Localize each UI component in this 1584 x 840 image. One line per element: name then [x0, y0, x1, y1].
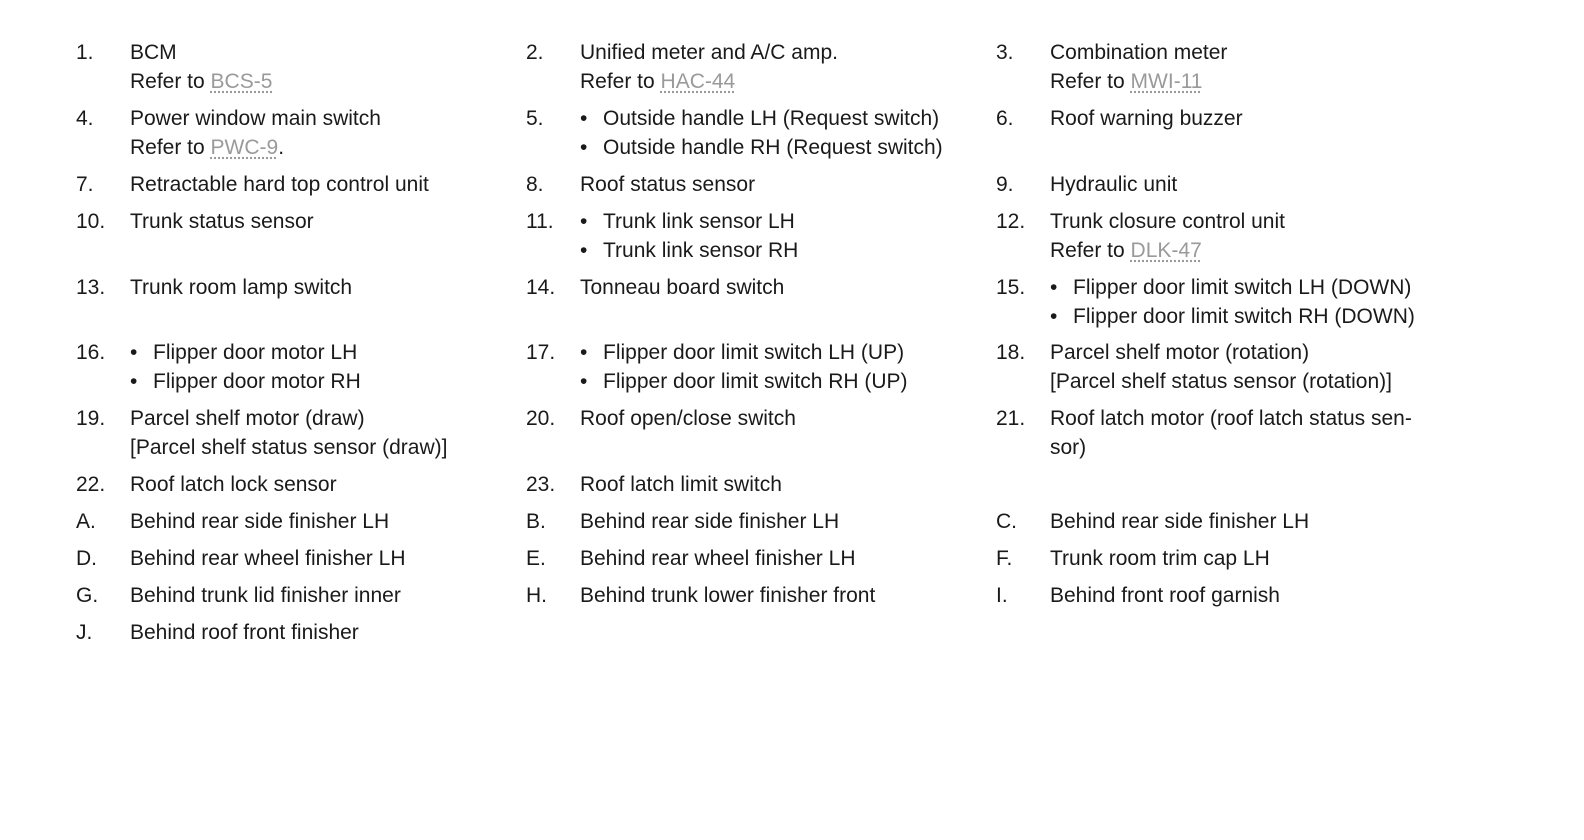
item-description [130, 581, 401, 610]
legend-row [76, 544, 1476, 581]
item-number: 15. [996, 276, 1026, 299]
description-line [130, 38, 272, 67]
legend-item [76, 507, 526, 536]
item-number: 10. [76, 210, 106, 233]
item-number: 21. [996, 407, 1026, 430]
refer-to-text: Refer to [130, 70, 211, 93]
legend-item [76, 618, 526, 647]
item-number: 9. [996, 173, 1014, 196]
legend-item [996, 207, 1476, 265]
refer-to-text: Refer to [1050, 239, 1131, 262]
item-number: 20. [526, 407, 556, 430]
description-line [580, 404, 796, 433]
description-line [1050, 38, 1227, 67]
bullet-item [130, 367, 361, 396]
refer-to-text: Refer to [130, 136, 211, 159]
item-number: 7. [76, 173, 94, 196]
legend-item [996, 338, 1476, 396]
description-text: Roof latch motor (roof latch status sen- [1050, 407, 1412, 430]
description-line [1050, 581, 1280, 610]
reference-link[interactable]: BCS-5 [210, 70, 273, 93]
description-line [580, 67, 838, 96]
bullet-text: Outside handle RH (Request switch) [603, 136, 943, 159]
description-line [1050, 67, 1227, 96]
item-number: E. [526, 547, 546, 570]
legend-item [526, 470, 996, 499]
legend-row [76, 38, 1476, 104]
description-line [1050, 433, 1412, 462]
refer-to-text: Refer to [1050, 70, 1131, 93]
description-line [580, 470, 782, 499]
refer-to-text: Refer to [580, 70, 661, 93]
bullet-item [580, 207, 798, 236]
item-description [1050, 273, 1415, 331]
item-number: 6. [996, 107, 1014, 130]
item-number: 4. [76, 107, 94, 130]
item-description [1050, 544, 1270, 573]
item-number: 18. [996, 341, 1026, 364]
bullet-icon: • [580, 341, 588, 364]
item-description [130, 273, 352, 302]
description-text: Behind trunk lid finisher inner [130, 584, 401, 607]
item-description [130, 38, 272, 96]
item-number: 16. [76, 341, 106, 364]
item-description [130, 404, 447, 462]
item-description [130, 207, 314, 236]
legend-row [76, 618, 1476, 655]
description-line [130, 273, 352, 302]
item-number: 23. [526, 473, 556, 496]
legend-item [996, 38, 1476, 96]
description-line [580, 507, 839, 536]
bullet-item [130, 338, 361, 367]
legend-item [526, 507, 996, 536]
bullet-text: Trunk link sensor LH [603, 210, 795, 233]
item-description [580, 273, 784, 302]
description-line [1050, 404, 1412, 433]
description-text: Hydraulic unit [1050, 173, 1178, 196]
description-text: Behind trunk lower finisher front [580, 584, 876, 607]
legend-row [76, 273, 1476, 338]
item-number: 3. [996, 41, 1014, 64]
reference-link[interactable]: DLK-47 [1130, 239, 1202, 262]
description-text: Roof open/close switch [580, 407, 796, 430]
description-line [130, 104, 381, 133]
description-text: Unified meter and A/C amp. [580, 41, 838, 64]
bullet-item [580, 104, 943, 133]
description-text: Tonneau board switch [580, 276, 785, 299]
description-text: BCM [130, 41, 177, 64]
legend-item [526, 273, 996, 302]
item-description [580, 38, 838, 96]
legend-item [526, 207, 996, 265]
legend-row [76, 404, 1476, 470]
item-description [580, 207, 798, 265]
legend-item [526, 104, 996, 162]
item-number: 14. [526, 276, 556, 299]
description-line [580, 38, 838, 67]
item-description [130, 170, 429, 199]
description-text: Retractable hard top control unit [130, 173, 429, 196]
description-line [580, 544, 855, 573]
legend-row [76, 207, 1476, 273]
description-text: Parcel shelf motor (rotation) [1050, 341, 1310, 364]
description-line [130, 67, 272, 96]
item-number: 2. [526, 41, 544, 64]
description-line [130, 133, 381, 162]
item-number: 8. [526, 173, 544, 196]
bullet-item [580, 133, 943, 162]
item-number: 5. [526, 107, 544, 130]
legend-item [526, 170, 996, 199]
reference-link[interactable]: PWC-9 [210, 136, 279, 159]
bullet-text: Flipper door limit switch LH (DOWN) [1073, 276, 1412, 299]
item-description [130, 618, 359, 647]
description-text: Trunk status sensor [130, 210, 314, 233]
item-description [130, 507, 389, 536]
item-description [130, 470, 337, 499]
item-number: 13. [76, 276, 106, 299]
bullet-text: Flipper door limit switch RH (UP) [603, 370, 908, 393]
item-description [130, 104, 381, 162]
bullet-icon: • [580, 210, 588, 233]
item-number: 12. [996, 210, 1026, 233]
item-description [130, 338, 361, 396]
bullet-icon: • [1050, 305, 1058, 328]
bullet-icon: • [130, 370, 138, 393]
description-text: Combination meter [1050, 41, 1228, 64]
reference-link[interactable]: MWI-11 [1130, 70, 1203, 93]
item-description [580, 544, 855, 573]
description-line [1050, 367, 1392, 396]
description-text: Behind rear side finisher LH [580, 510, 840, 533]
item-description [580, 104, 943, 162]
legend-item [996, 404, 1476, 462]
legend-item [526, 581, 996, 610]
item-description [580, 470, 782, 499]
bullet-text: Outside handle LH (Request switch) [603, 107, 940, 130]
bullet-icon: • [580, 370, 588, 393]
bullet-item [580, 367, 908, 396]
legend-item [526, 38, 996, 96]
item-description [1050, 404, 1412, 462]
bullet-text: Flipper door motor RH [153, 370, 361, 393]
item-number: 11. [526, 210, 554, 233]
legend-item [996, 273, 1476, 331]
description-line [130, 170, 429, 199]
item-number: G. [76, 584, 99, 607]
description-line [130, 581, 401, 610]
item-number: 1. [76, 41, 94, 64]
description-line [580, 170, 755, 199]
description-text: sor) [1050, 436, 1087, 459]
item-description [130, 544, 405, 573]
bullet-item [1050, 302, 1415, 331]
bullet-icon: • [1050, 276, 1058, 299]
legend-row [76, 470, 1476, 507]
description-line [130, 618, 359, 647]
item-description [580, 170, 755, 199]
legend-row [76, 581, 1476, 618]
description-text: Behind rear side finisher LH [1050, 510, 1310, 533]
legend-item [526, 338, 996, 396]
reference-suffix: . [278, 136, 285, 159]
item-description [1050, 338, 1392, 396]
component-legend-table [76, 38, 1476, 655]
item-description [580, 338, 908, 396]
bullet-icon: • [580, 136, 588, 159]
legend-item [996, 170, 1476, 199]
description-text: Parcel shelf motor (draw) [130, 407, 365, 430]
description-text: [Parcel shelf status sensor (rotation)] [1050, 370, 1392, 393]
bullet-item [1050, 273, 1415, 302]
description-line [1050, 236, 1285, 265]
description-text: Trunk closure control unit [1050, 210, 1285, 233]
description-text: Roof warning buzzer [1050, 107, 1243, 130]
item-number: F. [996, 547, 1013, 570]
description-text: Behind rear wheel finisher LH [130, 547, 406, 570]
item-description [580, 507, 839, 536]
legend-item [76, 38, 526, 96]
description-line [130, 207, 314, 236]
bullet-text: Flipper door limit switch RH (DOWN) [1073, 305, 1415, 328]
reference-link[interactable]: HAC-44 [660, 70, 736, 93]
description-line [1050, 170, 1177, 199]
legend-item [76, 207, 526, 236]
legend-item [996, 581, 1476, 610]
item-description [1050, 507, 1309, 536]
description-line [1050, 544, 1270, 573]
description-text: Roof latch limit switch [580, 473, 782, 496]
bullet-icon: • [580, 239, 588, 262]
legend-item [76, 581, 526, 610]
item-description [1050, 38, 1227, 96]
item-number: H. [526, 584, 547, 607]
description-text: Behind rear wheel finisher LH [580, 547, 856, 570]
bullet-icon: • [580, 107, 588, 130]
legend-row [76, 170, 1476, 207]
description-line [1050, 207, 1285, 236]
item-number: D. [76, 547, 97, 570]
item-number: B. [526, 510, 546, 533]
description-text: Roof latch lock sensor [130, 473, 337, 496]
description-line [130, 470, 337, 499]
description-line [130, 404, 447, 433]
description-text: Roof status sensor [580, 173, 756, 196]
bullet-item [580, 236, 798, 265]
description-line [580, 273, 784, 302]
legend-item [996, 104, 1476, 133]
item-description [1050, 170, 1177, 199]
item-number: I. [996, 584, 1008, 607]
item-description [580, 581, 875, 610]
description-line [130, 433, 447, 462]
item-number: A. [76, 510, 96, 533]
item-description [580, 404, 796, 433]
description-text: Behind roof front finisher [130, 621, 359, 644]
bullet-text: Flipper door limit switch LH (UP) [603, 341, 905, 364]
legend-item [526, 404, 996, 433]
description-text: Behind rear side finisher LH [130, 510, 390, 533]
legend-row [76, 338, 1476, 404]
item-description [1050, 104, 1243, 133]
item-description [1050, 207, 1285, 265]
description-text: Trunk room lamp switch [130, 276, 353, 299]
legend-item [76, 404, 526, 462]
bullet-icon: • [130, 341, 138, 364]
legend-item [76, 273, 526, 302]
item-number: J. [76, 621, 93, 644]
description-line [1050, 338, 1392, 367]
legend-item [76, 470, 526, 499]
legend-item [526, 544, 996, 573]
item-description [1050, 581, 1280, 610]
legend-item [996, 507, 1476, 536]
description-line [1050, 507, 1309, 536]
description-text: Behind front roof garnish [1050, 584, 1280, 607]
legend-item [76, 104, 526, 162]
legend-item [76, 338, 526, 396]
bullet-text: Flipper door motor LH [153, 341, 358, 364]
bullet-item [580, 338, 908, 367]
description-line [1050, 104, 1243, 133]
item-number: 17. [526, 341, 556, 364]
description-line [580, 581, 875, 610]
description-text: Trunk room trim cap LH [1050, 547, 1270, 570]
description-text: [Parcel shelf status sensor (draw)] [130, 436, 448, 459]
legend-item [76, 544, 526, 573]
legend-row [76, 507, 1476, 544]
bullet-text: Trunk link sensor RH [603, 239, 799, 262]
legend-row [76, 104, 1476, 170]
item-number: C. [996, 510, 1017, 533]
item-number: 22. [76, 473, 106, 496]
legend-item [76, 170, 526, 199]
description-line [130, 544, 405, 573]
description-text: Power window main switch [130, 107, 381, 130]
item-number: 19. [76, 407, 106, 430]
description-line [130, 507, 389, 536]
legend-item [996, 544, 1476, 573]
